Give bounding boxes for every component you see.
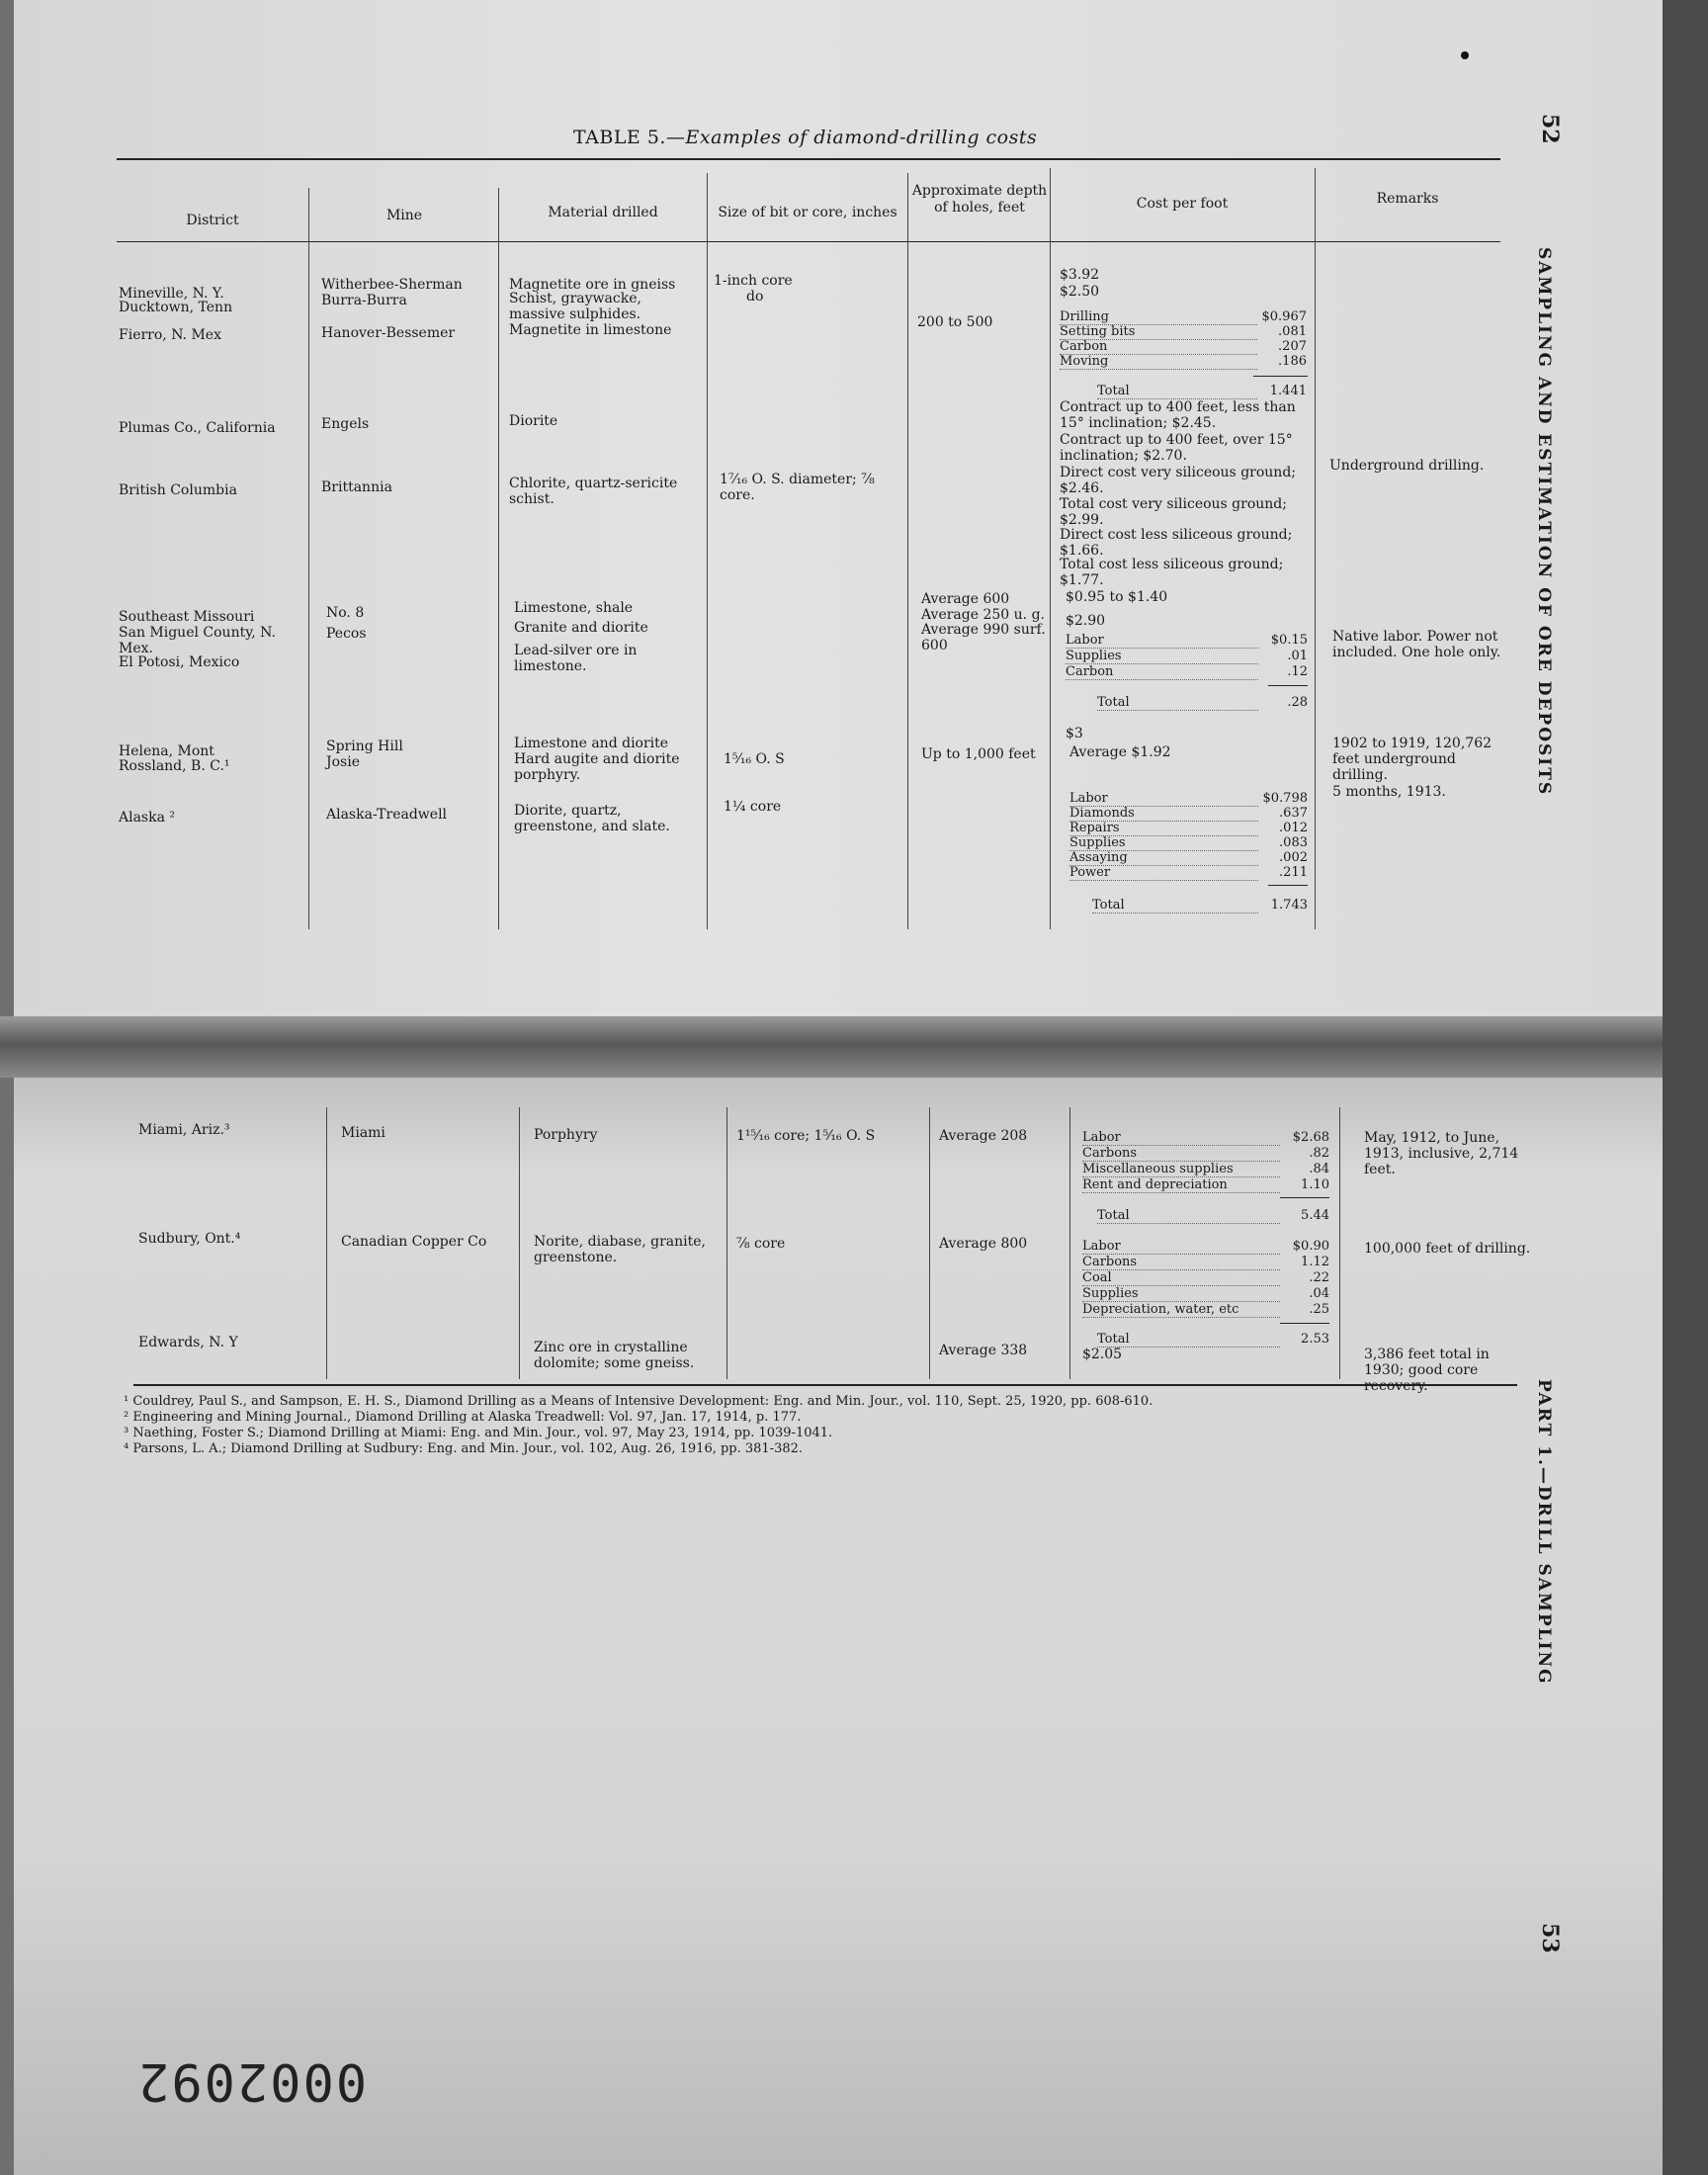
ink-spot bbox=[1461, 51, 1469, 59]
cost-label: Power bbox=[1069, 865, 1258, 881]
col-divider bbox=[907, 173, 908, 929]
cost-label: Labor bbox=[1082, 1239, 1280, 1255]
cost-label: Setting bits bbox=[1060, 324, 1257, 340]
cost-label: Depreciation, water, etc bbox=[1082, 1302, 1280, 1318]
remarks-cell: 5 months, 1913. bbox=[1332, 784, 1446, 800]
book-fold bbox=[0, 1016, 1708, 1078]
col-divider bbox=[326, 1107, 327, 1379]
cost-line bbox=[1082, 1130, 1329, 1146]
mine-cell: No. 8 bbox=[326, 605, 365, 621]
cost-label: Assaying bbox=[1069, 850, 1258, 866]
material-cell: Norite, diabase, granite, greenstone. bbox=[534, 1234, 706, 1265]
size-cell: do bbox=[746, 289, 764, 304]
cost-line bbox=[1069, 821, 1308, 836]
cost-label: Moving bbox=[1060, 354, 1257, 370]
cost-value: .12 bbox=[1287, 664, 1308, 679]
cost-label: Supplies bbox=[1066, 649, 1258, 664]
cost-label: Labor bbox=[1066, 633, 1258, 649]
size-cell: ⅞ core bbox=[736, 1236, 786, 1252]
cost-label: Labor bbox=[1069, 791, 1258, 807]
material-cell: Chlorite, quartz-sericite schist. bbox=[509, 476, 678, 507]
cost-value: $0.967 bbox=[1261, 309, 1307, 324]
sum-rule bbox=[1253, 376, 1308, 377]
cost-label: Carbon bbox=[1066, 664, 1258, 680]
cost-total bbox=[1097, 695, 1308, 711]
material-cell: Limestone and diorite bbox=[514, 736, 669, 751]
cost-line bbox=[1069, 806, 1308, 822]
cost-line bbox=[1082, 1162, 1329, 1177]
cost-line bbox=[1066, 649, 1308, 664]
cost-line bbox=[1060, 354, 1307, 370]
size-cell: 1⁵⁄₁₆ O. S bbox=[724, 751, 785, 767]
cost-value: .211 bbox=[1279, 865, 1308, 880]
cost-label: Repairs bbox=[1069, 821, 1258, 836]
cost-value: .04 bbox=[1309, 1286, 1329, 1301]
cost-value: 1.10 bbox=[1301, 1177, 1329, 1192]
col-divider bbox=[726, 1107, 727, 1379]
total-value: 1.441 bbox=[1269, 384, 1307, 398]
cost-label: Carbon bbox=[1060, 339, 1257, 355]
district-cell: Miami, Ariz.³ bbox=[138, 1122, 230, 1138]
total-label: Total bbox=[1097, 384, 1257, 399]
district-cell: San Miguel County, N. Mex. bbox=[119, 625, 276, 656]
cost-cell: $3.92 bbox=[1060, 267, 1100, 283]
header-rule bbox=[117, 241, 1500, 242]
cost-value: .22 bbox=[1309, 1270, 1329, 1285]
total-label: Total bbox=[1092, 898, 1258, 914]
cost-value: .637 bbox=[1279, 806, 1308, 821]
cost-cell: Total cost less siliceous ground; $1.77. bbox=[1060, 557, 1284, 588]
cost-cell: Average $1.92 bbox=[1069, 744, 1171, 760]
depth-cell: Up to 1,000 feet bbox=[921, 746, 1036, 762]
depth-cell: Average 600 bbox=[921, 591, 1010, 607]
remarks-cell: Native labor. Power not included. One hole only. bbox=[1332, 629, 1501, 660]
upper-page bbox=[14, 0, 1663, 1028]
col-divider bbox=[519, 1107, 520, 1379]
cost-value: .081 bbox=[1278, 324, 1307, 339]
total-value: 2.53 bbox=[1301, 1332, 1329, 1347]
cost-cell: Total cost very siliceous ground; $2.99. bbox=[1060, 496, 1287, 528]
cost-value: .012 bbox=[1279, 821, 1308, 835]
mine-cell: Alaska-Treadwell bbox=[326, 807, 448, 823]
mine-cell: Burra-Burra bbox=[321, 293, 407, 308]
cost-line bbox=[1066, 633, 1308, 649]
mine-cell: Pecos bbox=[326, 626, 367, 642]
cost-line bbox=[1069, 791, 1308, 807]
material-cell: Diorite bbox=[509, 413, 558, 429]
table-title-italic: Examples of diamond-drilling costs bbox=[685, 127, 1038, 148]
cost-value: $0.798 bbox=[1262, 791, 1308, 806]
cost-value: .01 bbox=[1287, 649, 1308, 663]
material-cell: Diorite, quartz, greenstone, and slate. bbox=[514, 803, 670, 834]
mine-cell: Josie bbox=[326, 754, 360, 770]
cost-label: Supplies bbox=[1082, 1286, 1280, 1302]
cost-value: $0.90 bbox=[1292, 1239, 1329, 1254]
cost-line bbox=[1082, 1146, 1329, 1162]
archive-stamp-number: 0002092 bbox=[136, 2051, 368, 2111]
cost-cell: $2.90 bbox=[1066, 613, 1106, 629]
cost-line bbox=[1060, 339, 1307, 355]
material-cell: Magnetite ore in gneiss bbox=[509, 277, 676, 293]
mine-cell: Engels bbox=[321, 416, 370, 432]
remarks-cell: 1902 to 1919, 120,762 feet underground drilling. bbox=[1332, 736, 1493, 783]
cost-value: .207 bbox=[1278, 339, 1307, 354]
running-title-bottom: PART 1.—DRILL SAMPLING bbox=[1534, 1379, 1554, 1686]
col-divider bbox=[929, 1107, 930, 1379]
total-label: Total bbox=[1097, 695, 1258, 711]
total-value: .28 bbox=[1287, 695, 1308, 710]
size-cell: 1⁷⁄₁₆ O. S. diameter; ⅞ core. bbox=[720, 472, 875, 503]
cost-total bbox=[1097, 1332, 1329, 1348]
cost-value: .186 bbox=[1278, 354, 1307, 369]
depth-cell: Average 338 bbox=[939, 1343, 1028, 1358]
total-value: 5.44 bbox=[1301, 1208, 1329, 1223]
material-cell: Hard augite and diorite porphyry. bbox=[514, 751, 680, 783]
mine-cell: Witherbee-Sherman bbox=[321, 277, 463, 293]
footnote: ⁴ Parsons, L. A.; Diamond Drilling at Sudbury: Eng. and Min. Jour., vol. 102, Aug. 26, 1916, pp. 381-382. bbox=[124, 1441, 804, 1456]
col-divider bbox=[498, 188, 499, 929]
district-cell: Alaska ² bbox=[119, 810, 176, 826]
lower-page bbox=[14, 1063, 1663, 2175]
cost-cell: Contract up to 400 feet, less than 15° inclination; $2.45. bbox=[1060, 399, 1296, 431]
footnote: ³ Naething, Foster S.; Diamond Drilling at Miami: Eng. and Min. Jour., vol. 97, May 23, 1914, pp. 1039-1041. bbox=[124, 1426, 833, 1440]
mine-cell: Canadian Copper Co bbox=[341, 1234, 487, 1250]
district-cell: Edwards, N. Y bbox=[138, 1335, 238, 1350]
col-divider bbox=[1339, 1107, 1340, 1379]
district-cell: Mineville, N. Y. bbox=[119, 286, 224, 302]
table-title-prefix: TABLE 5.— bbox=[573, 127, 686, 148]
cost-value: .82 bbox=[1309, 1146, 1329, 1161]
cost-label: Labor bbox=[1082, 1130, 1280, 1146]
material-cell: Porphyry bbox=[534, 1127, 598, 1143]
mine-cell: Miami bbox=[341, 1125, 385, 1141]
material-cell: Limestone, shale bbox=[514, 600, 634, 616]
depth-cell: 200 to 500 bbox=[917, 314, 993, 330]
cost-cell: $2.50 bbox=[1060, 284, 1100, 300]
remarks-cell: Underground drilling. bbox=[1329, 458, 1485, 474]
total-value: 1.743 bbox=[1270, 898, 1308, 913]
cost-line bbox=[1069, 865, 1308, 881]
cost-total bbox=[1092, 898, 1308, 914]
sum-rule bbox=[1280, 1197, 1329, 1198]
cost-label: Carbons bbox=[1082, 1255, 1280, 1270]
cost-line bbox=[1060, 309, 1307, 325]
district-cell: British Columbia bbox=[119, 482, 237, 498]
cost-line bbox=[1060, 324, 1307, 340]
header-size: Size of bit or core, inches bbox=[718, 205, 897, 220]
col-divider bbox=[308, 188, 309, 929]
cost-total bbox=[1097, 384, 1307, 399]
footnote: ² Engineering and Mining Journal., Diamond Drilling at Alaska Treadwell: Vol. 97, Jan. 17, 1914, p. 177. bbox=[124, 1410, 802, 1425]
cost-value: .25 bbox=[1309, 1302, 1329, 1317]
cost-cell: $0.95 to $1.40 bbox=[1066, 589, 1168, 605]
size-cell: 1¼ core bbox=[724, 799, 782, 815]
cost-value: .083 bbox=[1279, 835, 1308, 850]
cost-line bbox=[1069, 850, 1308, 866]
mine-cell: Brittannia bbox=[321, 479, 392, 495]
mine-cell: Spring Hill bbox=[326, 739, 403, 754]
district-cell: Southeast Missouri bbox=[119, 609, 255, 625]
depth-cell: Average 250 u. g. bbox=[921, 607, 1045, 623]
header-remarks: Remarks bbox=[1376, 191, 1439, 207]
material-cell: Granite and diorite bbox=[514, 620, 648, 636]
cost-label: Supplies bbox=[1069, 835, 1258, 851]
header-cost: Cost per foot bbox=[1136, 196, 1229, 212]
cost-label: Miscellaneous supplies bbox=[1082, 1162, 1280, 1177]
cost-total bbox=[1097, 1208, 1329, 1224]
page-number-bottom: 53 bbox=[1537, 1923, 1563, 1954]
cost-value: .002 bbox=[1279, 850, 1308, 865]
running-title-top: SAMPLING AND ESTIMATION OF ORE DEPOSITS bbox=[1534, 247, 1554, 797]
material-cell: Schist, graywacke, massive sulphides. bbox=[509, 291, 641, 322]
district-cell: Fierro, N. Mex bbox=[119, 327, 221, 343]
col-divider bbox=[1050, 168, 1051, 929]
cost-value: $2.68 bbox=[1292, 1130, 1329, 1145]
sum-rule bbox=[1268, 885, 1308, 886]
cost-label: Rent and depreciation bbox=[1082, 1177, 1280, 1193]
cost-cell: Direct cost very siliceous ground; $2.46. bbox=[1060, 465, 1296, 496]
cost-cell: Contract up to 400 feet, over 15° inclination; $2.70. bbox=[1060, 432, 1293, 464]
depth-cell: Average 800 bbox=[939, 1236, 1028, 1252]
cost-line bbox=[1069, 835, 1308, 851]
table-top-rule bbox=[117, 158, 1500, 160]
district-cell: Plumas Co., California bbox=[119, 420, 276, 436]
district-cell: Helena, Mont bbox=[119, 743, 214, 759]
cost-cell: $3 bbox=[1066, 726, 1083, 741]
remarks-cell: 3,386 feet total in 1930; good core recovery. bbox=[1364, 1347, 1490, 1394]
col-divider bbox=[1315, 168, 1316, 929]
district-cell: Rossland, B. C.¹ bbox=[119, 758, 230, 774]
material-cell: Lead-silver ore in limestone. bbox=[514, 643, 638, 674]
col-divider bbox=[1069, 1107, 1070, 1379]
remarks-cell: May, 1912, to June, 1913, inclusive, 2,714 feet. bbox=[1364, 1130, 1519, 1177]
footnote: ¹ Couldrey, Paul S., and Sampson, E. H. S., Diamond Drilling as a Means of Intensive Development: Eng. and Min. Jour., vol. 110, Sept. 25, 1920, pp. 608-610. bbox=[124, 1394, 1153, 1409]
cost-label: Drilling bbox=[1060, 309, 1257, 325]
total-label: Total bbox=[1097, 1208, 1280, 1224]
depth-cell: Average 990 surf. bbox=[921, 622, 1046, 638]
sum-rule bbox=[1268, 685, 1308, 686]
header-mine: Mine bbox=[385, 208, 423, 223]
cost-line bbox=[1082, 1255, 1329, 1270]
cost-line bbox=[1082, 1270, 1329, 1286]
depth-cell: 600 bbox=[921, 638, 948, 653]
cost-line bbox=[1082, 1239, 1329, 1255]
cost-label: Diamonds bbox=[1069, 806, 1258, 822]
table-bottom-rule bbox=[133, 1384, 1517, 1386]
header-material: Material drilled bbox=[548, 205, 658, 220]
cost-cell: $2.05 bbox=[1082, 1347, 1123, 1362]
cost-value: 1.12 bbox=[1301, 1255, 1329, 1269]
header-depth: Approximate depth of holes, feet bbox=[911, 183, 1048, 216]
header-district: District bbox=[186, 213, 239, 228]
size-cell: 1-inch core bbox=[714, 273, 793, 289]
cost-value: .84 bbox=[1309, 1162, 1329, 1176]
cost-line bbox=[1082, 1302, 1329, 1318]
cost-line bbox=[1082, 1286, 1329, 1302]
cost-line bbox=[1066, 664, 1308, 680]
cost-value: $0.15 bbox=[1270, 633, 1308, 648]
page-number-top: 52 bbox=[1537, 114, 1563, 144]
material-cell: Magnetite in limestone bbox=[509, 322, 672, 338]
total-label: Total bbox=[1097, 1332, 1280, 1348]
remarks-cell: 100,000 feet of drilling. bbox=[1364, 1241, 1531, 1257]
size-cell: 1¹⁵⁄₁₆ core; 1⁵⁄₁₆ O. S bbox=[736, 1128, 876, 1144]
district-cell: Sudbury, Ont.⁴ bbox=[138, 1231, 241, 1247]
table-title bbox=[573, 127, 1037, 148]
district-cell: El Potosi, Mexico bbox=[119, 654, 240, 670]
material-cell: Zinc ore in crystalline dolomite; some gneiss. bbox=[534, 1340, 695, 1371]
mine-cell: Hanover-Bessemer bbox=[321, 325, 456, 341]
depth-cell: Average 208 bbox=[939, 1128, 1028, 1144]
scan-edge bbox=[1663, 0, 1708, 2175]
col-divider bbox=[707, 173, 708, 929]
sum-rule bbox=[1280, 1323, 1329, 1324]
cost-label: Carbons bbox=[1082, 1146, 1280, 1162]
cost-label: Coal bbox=[1082, 1270, 1280, 1286]
cost-cell: Direct cost less siliceous ground; $1.66. bbox=[1060, 527, 1293, 559]
district-cell: Ducktown, Tenn bbox=[119, 300, 233, 315]
cost-line bbox=[1082, 1177, 1329, 1193]
